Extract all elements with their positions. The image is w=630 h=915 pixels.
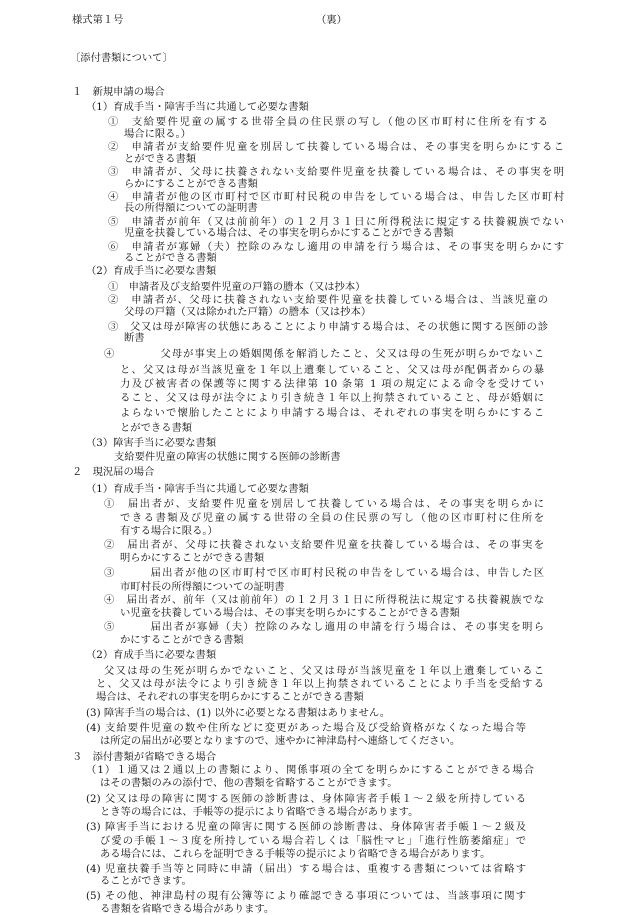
body-line: は所定の届出が必要となりますので、速やかに神津島村へ連絡してください。 (100, 735, 461, 747)
body-line: (4) 支給要件児童の数や住所などに変更があった場合及び受給資格がなくなった場合等 (86, 722, 526, 734)
body-line: (3) 障害手当の場合は、(1) 以外に必要となる書類はありません。 (86, 707, 391, 719)
body-line: できる書類及び児童の属する世帯の全員の住民票の写し（他の区市町村に住所を (120, 512, 544, 524)
body-line: ることができる書類 (124, 252, 217, 264)
body-line: い児童を扶養している場合は、その事実を明らかにすることができる書類 (120, 607, 460, 619)
body-line: 児童を扶養している場合は、その事実を明らかにすることができる書類 (124, 227, 454, 239)
body-line: ④ 父母が事実上の婚姻関係を解消したこと、父又は母の生死が明らかでないこ (104, 348, 544, 360)
body-line: 有する場合に限る。） (120, 525, 218, 537)
body-line: (5) その他、神津島村の現有公簿等により確認できる事項については、当該事項に関す (86, 890, 526, 902)
body-line: ③ 申請者が、父母に扶養されない支給要件児童を扶養している場合は、その事実を明 (108, 166, 564, 178)
body-line: と、父又は母が当該児童を１年以上遺棄していること、父又は母が配偶者からの暴 (120, 364, 544, 376)
body-line: び愛の手帳１～３度を所持している場合若しくは「脳性マヒ」「進行性筋萎縮症」で (100, 835, 526, 847)
body-line: らかにすることができる書類 (124, 178, 258, 190)
body-line: 場合に限る。） (124, 128, 191, 140)
body-line: 父母の戸籍（又は除かれた戸籍）の謄本（又は抄本） (124, 306, 372, 318)
body-line: ３ 添付書類が省略できる場合 (72, 751, 217, 763)
body-line: 力及び被害者の保護等に関する法律第 10 条第 1 項の規定による命令を受けてい (120, 378, 544, 390)
body-line: (2) 父又は母の障害に関する医師の診断書は、身体障害者手帳１～２級を所持している (86, 793, 526, 805)
body-line: 長の所得額についての証明書 (124, 202, 258, 214)
body-line: ① 支給要件児童の属する世帯全員の住民票の写し（他の区市町村に住所を有する (108, 116, 548, 128)
section-title: 〔添付書類について〕 (70, 52, 173, 64)
body-line: ⑤ 届出者が寡婦（夫）控除のみなし適用の申請を行う場合は、その事実を明ら (104, 621, 544, 633)
body-line: ① 届出者が、支給要件児童を別居して扶養している場合は、その事実を明らかに (104, 498, 544, 510)
body-line: ④ 申請者が他の区市町村で区市町村民税の申告をしている場合は、申告した区市町村 (108, 191, 564, 203)
body-line: とができる書類 (120, 422, 193, 434)
body-line: ある場合には、これらを証明できる手帳等の提示により省略できる場合があります。 (100, 848, 491, 860)
body-line: はその書類のみの添付で、他の書類を省略することができます。 (100, 777, 398, 789)
body-line: ⑤ 申請者が前年（又は前前年）の１２月３１日に所得税法に規定する扶養親族でない (108, 216, 564, 228)
body-line: ること、父又は母が法令により引き続き１年以上拘禁されていること、母が婚姻に (120, 392, 544, 404)
body-line: ② 申請者が支給要件児童を別居して扶養している場合は、その事実を明らかにするこ (108, 141, 564, 153)
body-line: １ 新規申請の場合 (72, 86, 165, 98)
body-line: ③ 父又は母が障害の状態にあることにより申請する場合は、その状態に関する医師の診 (108, 321, 548, 333)
body-line: ② 届出者が、父母に扶養されない支給要件児童を扶養している場合は、その事実を (104, 539, 544, 551)
body-line: 市町村長の所得額についての証明書 (120, 581, 285, 593)
body-line: （2）育成手当に必要な書類 (86, 265, 217, 277)
body-line: 明らかにすることができる書類 (120, 552, 265, 564)
body-line: ④ 届出者が、前年（又は前前年）の１２月３１日に所得税法に規定する扶養親族でな (104, 594, 544, 606)
body-line: ２ 現況届の場合 (72, 466, 155, 478)
body-line: る書類を省略できる場合があります。 (100, 903, 275, 915)
body-line: かにすることができる書類 (120, 634, 244, 646)
body-line: (3) 障害手当における児童の障害に関する医師の診断書は、身体障害者手帳１～２級及 (86, 821, 526, 833)
body-line: ③ 届出者が他の区市町村で区市町村民税の申告をしている場合は、申告した区 (104, 567, 544, 579)
body-line: ることができます。 (100, 875, 192, 887)
body-line: (4) 児童扶養手当等と同時に申請（届出）する場合は、重複する書類については省略す (86, 863, 526, 875)
body-line: （1）育成手当・障害手当に共通して必要な書類 (86, 483, 309, 495)
body-line: とができる書類 (124, 153, 197, 165)
body-line: （1）１通又は２通以上の書類により、関係事項の全てを明らかにすることができる場合 (86, 764, 534, 776)
body-line: とき等の場合には、手帳等の提示により省略できる場合があります。 (100, 806, 419, 818)
body-line: ② 申請者が、父母に扶養されない支給要件児童を扶養している場合は、当該児童の (108, 294, 548, 306)
body-line: 場合は、それぞれの事実を明らかにすることができる書類 (96, 691, 364, 703)
body-line: （3）障害手当に必要な書類 (86, 437, 217, 449)
body-line: 父又は母の生死が明らかでないこと、父又は母が当該児童を１年以上遺棄しているこ (104, 665, 544, 677)
form-number: 様式第１号 (72, 14, 124, 26)
body-line: よらないで懐胎したことにより申請する場合は、それぞれの事実を明らかにするこ (120, 407, 544, 419)
body-line: と、父又は母が法令により引き続き１年以上拘禁されていることにより手当を受給する (96, 678, 544, 690)
body-line: ① 申請者及び支給要件児童の戸籍の謄本（又は抄本） (108, 281, 366, 293)
body-line: （1）育成手当・障害手当に共通して必要な書類 (86, 101, 309, 113)
body-line: ⑥ 申請者が寡婦（夫）控除のみなし適用の申請を行う場合は、その事実を明らかにす (108, 241, 564, 253)
body-line: 断書 (124, 332, 145, 344)
body-line: 支給要件児童の障害の状態に関する医師の診断書 (114, 451, 341, 463)
body-line: （2）育成手当に必要な書類 (86, 649, 217, 661)
side-label: （裏） (316, 14, 347, 26)
